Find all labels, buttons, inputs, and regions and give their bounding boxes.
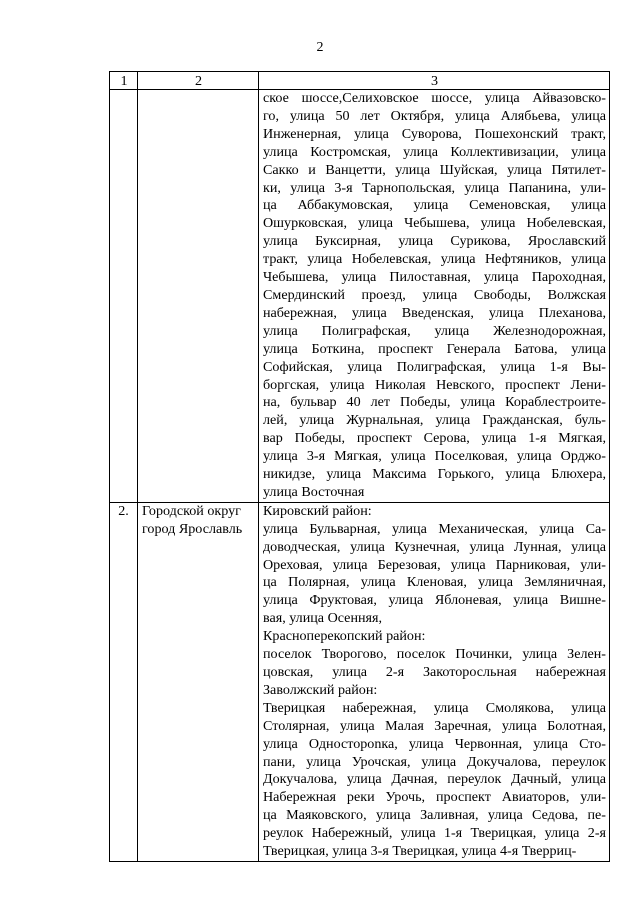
text-line: набережная, улица Введенская, улица Плеханова,: [263, 304, 606, 321]
text-line: Ореховая, улица Березовая, улица Парниковая, ули-: [263, 556, 606, 573]
text-line: го, улица 50 лет Октября, улица Алябьева, улица: [263, 107, 606, 124]
text-line: Смердинский проезд, улица Свободы, Волжская: [263, 286, 606, 303]
municipality-name: [142, 503, 255, 539]
table-header-row: [110, 72, 610, 90]
text-line: Ошурковская, улица Чебышева, улица Нобелевская,: [263, 215, 606, 232]
text-line: ца Полярная, улица Кленовая, улица Земляничная,: [263, 574, 606, 591]
text-line: Кировский район:: [263, 502, 372, 519]
text-line: улица Боткина, проспект Генерала Батова, улица: [263, 340, 606, 357]
text-line: Инженерная, улица Суворова, Пошехонский тракт,: [263, 125, 606, 142]
text-line: улица Бульварная, улица Механическая, улица Са-: [263, 520, 606, 537]
text-line: на, бульвар 40 лет Победы, улица Кораблестроите-: [263, 394, 606, 411]
streets-list: [263, 503, 606, 861]
header-col-2: 2: [138, 72, 259, 90]
text-line: цовская, улица 2-я Закоторосльная набережная: [263, 664, 606, 680]
text-line: Докучалова, улица Дачная, переулок Дачный, улица: [263, 771, 606, 788]
text-line: поселок Творогово, поселок Починки, улица Зелен-: [263, 646, 606, 663]
text-line: Красноперекопский район:: [263, 628, 426, 645]
streets-table: [109, 71, 610, 862]
text-line: ца Маяковского, улица Заливная, улица Седова, пе-: [263, 807, 606, 824]
text-line: лей, улица Журнальная, улица Гражданская, буль-: [263, 412, 606, 429]
text-line: Сакко и Ванцетти, улица Шуйская, улица Пятилет-: [263, 161, 606, 178]
text-line: улица Одностороnка, улица Червонная, улица Сто-: [263, 735, 606, 752]
streets-cell: [259, 90, 610, 503]
text-line: город Ярославль: [142, 520, 243, 537]
text-line: доводческая, улица Кузнечная, улица Лунная, улица: [263, 538, 606, 555]
text-line: улица Восточная: [263, 483, 365, 500]
text-line: ки, улица 3-я Тарнопольская, улица Папанина, ули-: [263, 179, 606, 196]
text-line: боргская, улица Николая Невского, проспект Лени-: [263, 376, 606, 393]
table-row: [110, 502, 610, 861]
header-col-1: 1: [110, 72, 138, 90]
text-line: Столярная, улица Малая Заречная, улица Болотная,: [263, 717, 606, 734]
table-row: [110, 90, 610, 503]
text-line: реулок Набережный, улица 1-я Тверицкая, улица 2-я: [263, 825, 606, 842]
streets-list: [263, 90, 606, 502]
text-line: улица Полиграфская, улица Железнодорожная,: [263, 322, 606, 339]
text-line: вая, улица Осенняя,: [263, 610, 383, 627]
header-col-3: 3: [259, 72, 610, 90]
text-line: улица 3-я Мягкая, улица Поселковая, улица Орджо-: [263, 448, 606, 465]
text-line: Тверицкая набережная, улица Смолякова, улица: [263, 699, 606, 716]
text-line: тракт, улица Нобелевская, улица Нефтяников, улица: [263, 251, 606, 268]
text-line: улица Буксирная, улица Сурикова, Ярославский: [263, 233, 606, 250]
text-line: никидзе, улица Максима Горького, улица Блюхера,: [263, 466, 606, 483]
text-line: Софийская, улица Полиграфская, улица 1-я Вы-: [263, 358, 606, 375]
text-line: Набережная реки Урочь, проспект Авиаторов, ули-: [263, 789, 606, 806]
row-number-cell: 2.: [110, 502, 138, 861]
municipality-cell: [138, 90, 259, 503]
page-number: 2: [316, 40, 324, 55]
text-line: улица Фруктовая, улица Яблоневая, улица Вишне-: [263, 592, 606, 609]
text-line: Чебышева, улица Пилоставная, улица Пароходная,: [263, 269, 606, 286]
text-line: Городской округ: [142, 502, 241, 519]
streets-cell: [259, 502, 610, 861]
text-line: ца Аббакумовская, улица Семеновская, улица: [263, 197, 606, 214]
text-line: улица Костромская, улица Коллективизации, улица: [263, 143, 606, 160]
row-number-cell: [110, 90, 138, 503]
text-line: ское шоссе,Селиховское шоссе, улица Айвазовско-: [263, 90, 606, 106]
text-line: вар Победы, проспект Серова, улица 1-я Мягкая,: [263, 430, 606, 447]
text-line: Тверицкая, улица 3-я Тверицкая, улица 4-я Тверриц-: [263, 843, 577, 860]
text-line: Заволжский район:: [263, 681, 378, 698]
municipality-cell: [138, 502, 259, 861]
text-line: пани, улица Урочская, улица Докучалова, переулок: [263, 753, 606, 770]
